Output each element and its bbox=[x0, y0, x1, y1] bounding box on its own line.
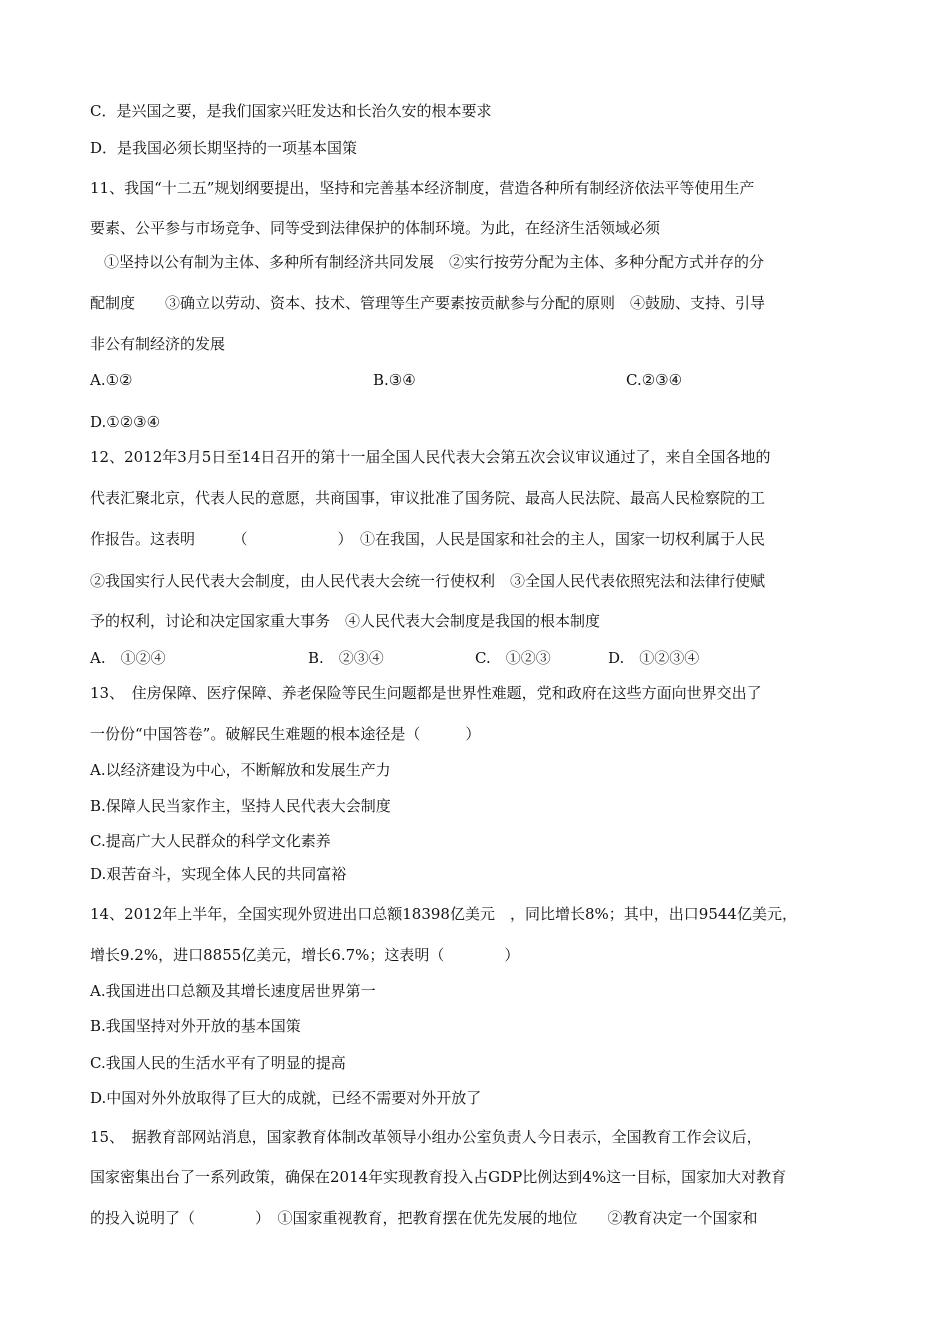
q12-stem-line-3: 作报告。这表明 （ ） ①在我国，人民是国家和社会的主人，国家一切权利属于人民 bbox=[90, 530, 766, 548]
q11-statements-line-1: ①坚持以公有制为主体、多种所有制经济共同发展 ②实行按劳分配为主体、多种分配方式并存的分 bbox=[104, 253, 765, 271]
q14-option-c: C.我国人民的生活水平有了明显的提高 bbox=[90, 1054, 346, 1072]
q11-statements-line-3: 非公有制经济的发展 bbox=[90, 335, 226, 353]
q14-stem-line-2: 增长9.2%，进口8855亿美元，增长6.7%；这表明（ ） bbox=[90, 946, 520, 964]
q11-stem-line-2: 要素、公平参与市场竞争、同等受到法律保护的体制环境。为此，在经济生活领域必须 bbox=[90, 219, 661, 237]
q11-option-b: B.③④ bbox=[373, 371, 416, 389]
q13-stem-line-2: 一份份“中国答卷”。破解民生难题的根本途径是（ ） bbox=[90, 725, 481, 743]
q11-statements-line-2: 配制度 ③确立以劳动、资本、技术、管理等生产要素按贡献参与分配的原则 ④鼓励、支持、引导 bbox=[90, 294, 766, 312]
q14-stem-line-1: 14、2012年上半年，全国实现外贸进出口总额18398亿美元 ，同比增长8%；其中，出口9544亿美元， bbox=[90, 905, 797, 923]
q12-stem-line-2: 代表汇聚北京，代表人民的意愿，共商国事，审议批准了国务院、最高人民法院、最高人民检察院的工 bbox=[90, 489, 766, 507]
q12-option-c: C. ①②③ bbox=[475, 649, 551, 667]
q13-option-d: D.艰苦奋斗，实现全体人民的共同富裕 bbox=[90, 865, 347, 883]
q13-stem-line-1: 13、 住房保障、医疗保障、养老保险等民生问题都是世界性难题，党和政府在这些方面向世界交出了 bbox=[90, 684, 762, 702]
q14-option-a: A.我国进出口总额及其增长速度居世界第一 bbox=[90, 982, 376, 1000]
q13-option-c: C.提高广大人民群众的科学文化素养 bbox=[90, 832, 331, 850]
q13-option-a: A.以经济建设为中心，不断解放和发展生产力 bbox=[90, 761, 391, 779]
q10-option-d: D．是我国必须长期坚持的一项基本国策 bbox=[90, 139, 358, 157]
q12-option-d: D. ①②③④ bbox=[608, 649, 700, 667]
q12-statements-line-1: ②我国实行人民代表大会制度，由人民代表大会统一行使权利 ③全国人民代表依照宪法和法律行使赋 bbox=[90, 572, 766, 590]
q12-statements-line-2: 予的权利，讨论和决定国家重大事务 ④人民代表大会制度是我国的根本制度 bbox=[90, 612, 601, 630]
q11-option-a: A.①② bbox=[90, 371, 133, 389]
q15-stem-line-3: 的投入说明了（ ） ①国家重视教育，把教育摆在优先发展的地位 ②教育决定一个国家和 bbox=[90, 1209, 758, 1227]
q12-option-b: B. ②③④ bbox=[308, 649, 384, 667]
q10-option-c: C．是兴国之要，是我们国家兴旺发达和长治久安的根本要求 bbox=[90, 102, 492, 120]
q11-stem-line-1: 11、我国“十二五”规划纲要提出，坚持和完善基本经济制度，营造各种所有制经济依法平等使用生产 bbox=[90, 179, 755, 197]
q15-stem-line-1: 15、 据教育部网站消息，国家教育体制改革领导小组办公室负责人今日表示，全国教育工作会议后， bbox=[90, 1128, 762, 1146]
q15-stem-line-2: 国家密集出台了一系列政策，确保在2014年实现教育投入占GDP比例达到4%这一目标，国家加大对教育 bbox=[90, 1168, 787, 1186]
q12-option-a: A. ①②④ bbox=[90, 649, 166, 667]
q12-stem-line-1: 12、2012年3月5日至14日召开的第十一届全国人民代表大会第五次会议审议通过了，来自全国各地的 bbox=[90, 448, 771, 466]
q14-option-b: B.我国坚持对外开放的基本国策 bbox=[90, 1017, 301, 1035]
q11-option-c: C.②③④ bbox=[626, 371, 683, 389]
q13-option-b: B.保障人民当家作主，坚持人民代表大会制度 bbox=[90, 797, 391, 815]
q11-option-d: D.①②③④ bbox=[90, 413, 161, 431]
q14-option-d: D.中国对外外放取得了巨大的成就，已经不需要对外开放了 bbox=[90, 1089, 482, 1107]
